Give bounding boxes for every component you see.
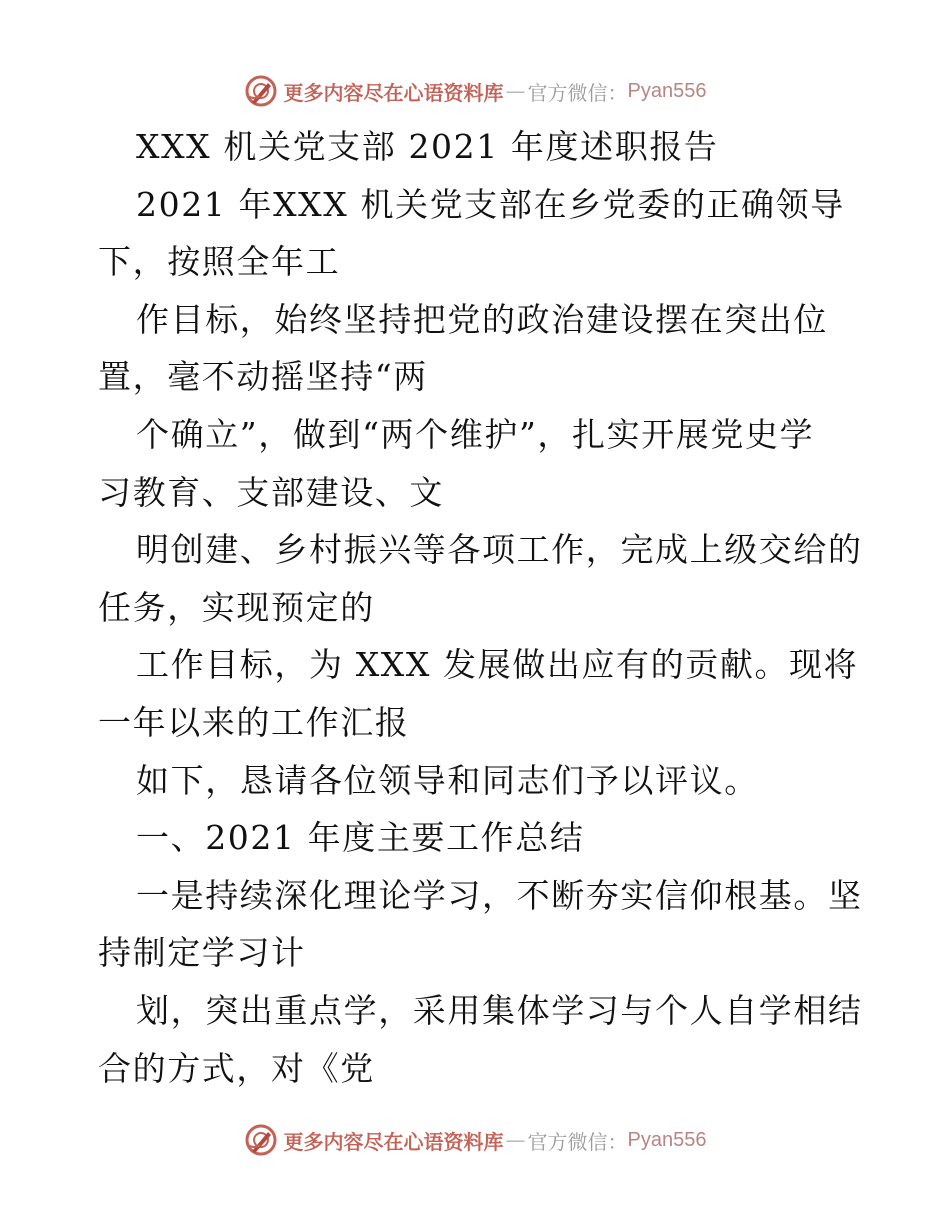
paragraph-line: 作目标，始终坚持把党的政治建设摆在突出位 bbox=[136, 299, 828, 339]
watermark-text bbox=[284, 1126, 707, 1155]
section-heading: 一、2021 年度主要工作总结 bbox=[136, 818, 585, 858]
paragraph-line: 习教育、支部建设、文 bbox=[98, 472, 444, 512]
paragraph-line: 明创建、乡村振兴等各项工作，完成上级交给的 bbox=[136, 530, 863, 570]
watermark-main: 更多内容尽在心语资料库 bbox=[283, 1129, 504, 1154]
paragraph-line: 置，毫不动摇坚持“两 bbox=[98, 357, 428, 397]
watermark-dash: — bbox=[505, 1128, 526, 1152]
watermark-main: 更多内容尽在心语资料库 bbox=[283, 80, 504, 105]
paragraph-line: 任务，实现预定的 bbox=[98, 587, 375, 627]
header-watermark bbox=[0, 71, 950, 111]
paragraph-line: 持制定学习计 bbox=[98, 933, 306, 973]
paragraph-line: 个确立”，做到“两个维护”，扎实开展党史学 bbox=[136, 414, 815, 454]
paragraph-line: 工作目标，为 XXX 发展做出应有的贡献。现将 bbox=[136, 645, 859, 685]
feather-circle-logo-icon bbox=[244, 1123, 278, 1157]
watermark-sub: 官方微信： bbox=[527, 80, 628, 105]
watermark-sub: 官方微信： bbox=[527, 1129, 628, 1154]
footer-watermark bbox=[0, 1120, 950, 1160]
paragraph-line: 一年以来的工作汇报 bbox=[98, 702, 410, 742]
watermark-text bbox=[284, 77, 707, 106]
document-title: XXX 机关党支部 2021 年度述职报告 bbox=[136, 127, 719, 166]
paragraph-line: 一是持续深化理论学习，不断夯实信仰根基。坚 bbox=[136, 875, 863, 915]
paragraph-line: 如下，恳请各位领导和同志们予以评议。 bbox=[136, 760, 759, 800]
document-body bbox=[98, 118, 863, 1097]
paragraph-line: 下，按照全年工 bbox=[98, 242, 341, 282]
paragraph-line: 2021 年XXX 机关党支部在乡党委的正确领导 bbox=[136, 184, 845, 224]
watermark-id: Pyan556 bbox=[627, 1128, 707, 1151]
paragraph-line: 合的方式，对《党 bbox=[98, 1048, 375, 1088]
watermark-dash: — bbox=[505, 79, 526, 103]
feather-circle-logo-icon bbox=[244, 74, 278, 108]
watermark-id: Pyan556 bbox=[627, 79, 707, 102]
paragraph-line: 划，突出重点学，采用集体学习与个人自学相结 bbox=[136, 990, 863, 1030]
